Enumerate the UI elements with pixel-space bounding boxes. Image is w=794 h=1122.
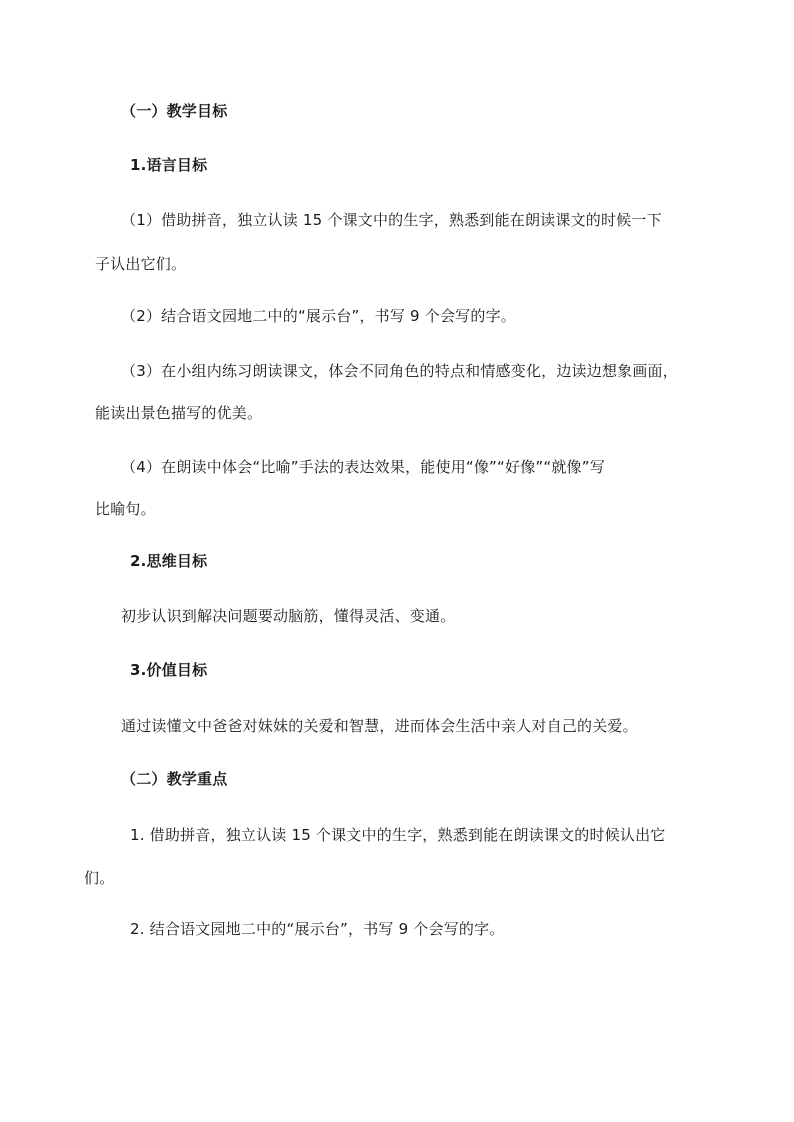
paragraph-goal1-item4-line1: （4）在朗读中体会“比喻”手法的表达效果，能使用“像”“好像”“就像”写 [121,458,605,476]
paragraph-key2: 2. 结合语文园地二中的“展示台”，书写 9 个会写的字。 [130,920,505,938]
paragraph-goal1-item3-line2: 能读出景色描写的优美。 [95,404,263,422]
paragraph-key1-line2: 们。 [84,869,115,887]
paragraph-key1-line1: 1. 借助拼音，独立认读 15 个课文中的生字，熟悉到能在朗读课文的时候认出它 [130,826,666,844]
subheading-value-goal: 3.价值目标 [130,661,208,679]
paragraph-goal1-item1-line1: （1）借助拼音，独立认读 15 个课文中的生字，熟悉到能在朗读课文的时候一下 [121,211,662,229]
section-heading-teaching-goals: （一）教学目标 [121,102,228,120]
section-heading-teaching-focus: （二）教学重点 [121,770,228,788]
paragraph-goal1-item2: （2）结合语文园地二中的“展示台”，书写 9 个会写的字。 [121,307,516,325]
paragraph-goal1-item1-line2: 子认出它们。 [95,255,187,273]
paragraph-value-goal: 通过读懂文中爸爸对妹妹的关爱和智慧，进而体会生活中亲人对自己的关爱。 [121,717,638,735]
subheading-language-goal: 1.语言目标 [130,156,208,174]
paragraph-goal1-item4-line2: 比喻句。 [95,500,156,518]
paragraph-thinking-goal: 初步认识到解决问题要动脑筋，懂得灵活、变通。 [121,607,456,625]
subheading-thinking-goal: 2.思维目标 [130,552,208,570]
paragraph-goal1-item3-line1: （3）在小组内练习朗读课文，体会不同角色的特点和情感变化，边读边想象画面， [121,362,678,380]
